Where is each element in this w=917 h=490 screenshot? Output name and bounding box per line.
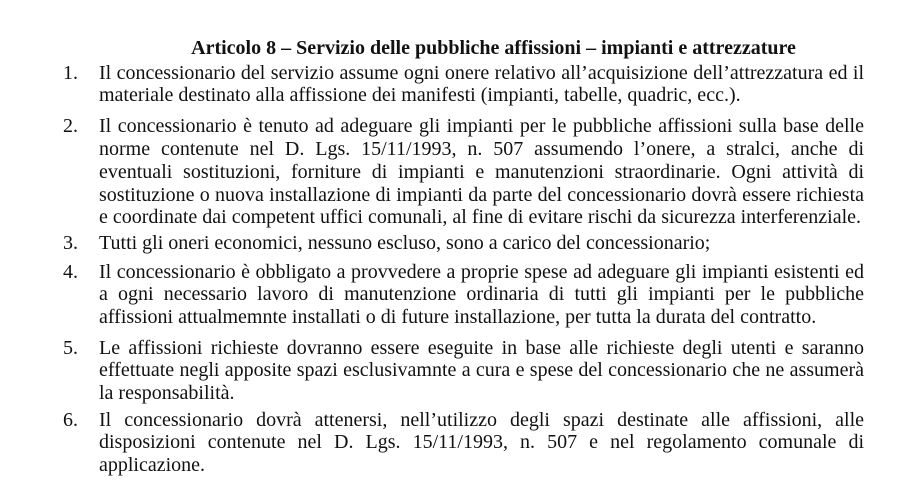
clause-text-line: Tutti gli oneri economici, nessuno escluso, sono a carico del concessionario; — [99, 231, 711, 254]
clause-item-4 — [63, 261, 864, 330]
clause-number: 4. — [63, 260, 78, 283]
clause-text — [99, 261, 864, 330]
clause-text-line: Il concessionario è tenuto ad adeguare gli impianti per le pubbliche affissioni sulla base delle — [99, 114, 864, 137]
clause-item-3 — [63, 232, 864, 255]
clause-text-line: Il concessionario del servizio assume ogni onere relativo all’acquisizione dell’attrezzatura ed il — [99, 61, 864, 84]
clause-text-line: effettuate negli apposite spazi esclusivamnte a cura e spese del concessionario che ne assumerà — [99, 359, 864, 382]
clause-number: 5. — [63, 336, 78, 359]
article-clauses-list — [63, 62, 864, 478]
clause-text-line: affissioni attualmemnte installati o di future installazione, per tutta la durata del contratto. — [99, 306, 817, 329]
clause-number: 1. — [63, 61, 78, 84]
clause-item-6 — [63, 409, 864, 478]
clause-text-line: Il concessionario dovrà attenersi, nell’utilizzo degli spazi destinate alle affissioni, alle — [99, 408, 864, 431]
clause-text-line: Il concessionario è obbligato a provvedere a proprie spese ad adeguare gli impianti esistenti ed — [99, 260, 864, 283]
clause-number: 3. — [63, 231, 78, 254]
clause-text-line: disposizioni contenute nel D. Lgs. 15/11/1993, n. 507 e nel regolamento comunale di — [99, 431, 864, 454]
clause-text-line: applicazione. — [99, 454, 206, 477]
clause-text-line: eventuali sostituzioni, forniture di impianti e manutenzioni straordinarie. Ogni attività di — [99, 160, 864, 183]
clause-number: 6. — [63, 408, 78, 431]
clause-item-5 — [63, 337, 864, 406]
clause-text-line: materiale destinato alla affissione dei manifesti (impianti, tabelle, quadric, ecc.). — [99, 84, 741, 107]
clause-item-2 — [63, 115, 864, 230]
clause-text-line: norme contenute nel D. Lgs. 15/11/1993, n. 507 assumendo l’onere, a stralci, anche di — [99, 137, 864, 160]
clause-text-line: la responsabilità. — [99, 382, 235, 405]
clause-text-line: sostituzione o nuova installazione di impianti da parte del concessionario dovrà essere richiesta — [99, 183, 864, 206]
clause-text-line: a ogni necessario lavoro di manutenzione ordinaria di tutti gli impianti per le pubbliche — [99, 283, 864, 306]
clause-item-1 — [63, 62, 864, 108]
clause-text — [99, 337, 864, 406]
clause-text — [99, 62, 864, 108]
clause-text-line: Le affissioni richieste dovranno essere eseguite in base alle richieste degli utenti e saranno — [99, 336, 864, 359]
clause-text — [99, 115, 864, 230]
clause-number: 2. — [63, 114, 78, 137]
clause-text — [99, 232, 864, 255]
clause-text — [99, 409, 864, 478]
article-title: Articolo 8 – Servizio delle pubbliche affissioni – impianti e attrezzature — [191, 36, 796, 59]
clause-text-line: e coordinate dai competent uffici comunali, al fine di evitare rischi da sicurezza interferenziale. — [99, 206, 862, 229]
